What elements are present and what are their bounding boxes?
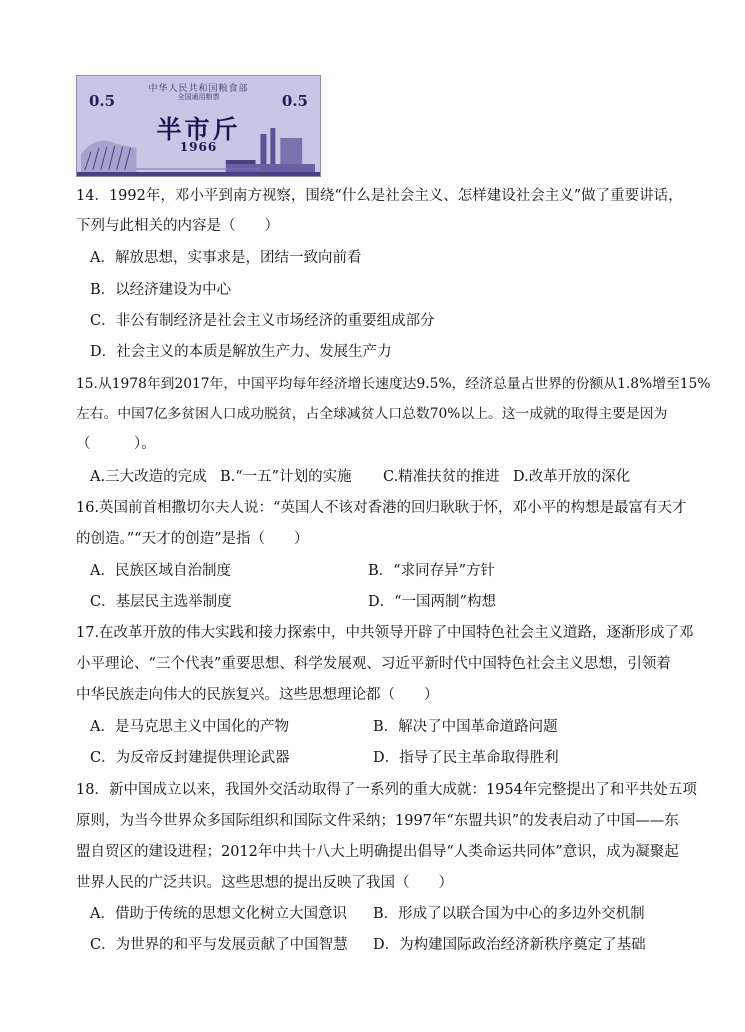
q18-option-b[interactable]: B．形成了以联合国为中心的多边外交机制 — [373, 906, 645, 922]
q15-option-d[interactable]: D.改革开放的深化 — [513, 469, 631, 485]
q17-stem-line2: 小平理论、“三个代表”重要思想、科学发展观、习近平新时代中国特色社会主义思想，引领着 — [76, 656, 671, 672]
q18-option-c[interactable]: C．为世界的和平与发展贡献了中国智慧 — [90, 937, 348, 953]
grain-ration-coupon-image — [76, 75, 321, 177]
q14-option-b[interactable]: B．以经济建设为中心 — [90, 282, 232, 298]
coupon-denomination: 半市斤 — [156, 115, 241, 144]
coupon-value-left: 0.5 — [89, 92, 116, 110]
q14-stem-line2: 下列与此相关的内容是（ ） — [76, 218, 279, 234]
q15-option-c[interactable]: C.精准扶贫的推进 — [383, 469, 500, 485]
q16-stem-line1: 16.英国前首相撒切尔夫人说：“英国人不该对香港的回归耿耿于怀，邓小平的构想是最富有天才 — [76, 500, 687, 516]
q16-option-b[interactable]: B．“求同存异”方针 — [368, 563, 495, 579]
q17-option-a[interactable]: A．是马克思主义中国化的产物 — [90, 719, 289, 735]
q18-stem-line1: 18．新中国成立以来，我国外交活动取得了一系列的重大成就：1954年完整提出了和平共处五项 — [76, 782, 697, 798]
q16-stem-line2: 的创造。”“天才的创造”是指（ ） — [76, 531, 309, 547]
q16-option-d[interactable]: D．“一国两制”构想 — [368, 594, 496, 610]
coupon-issuer: 中华人民共和国粮食部 — [148, 84, 249, 94]
q14-option-d[interactable]: D．社会主义的本质是解放生产力、发展生产力 — [90, 344, 392, 360]
q16-option-a[interactable]: A．民族区域自治制度 — [90, 563, 231, 579]
q17-option-d[interactable]: D．指导了民主革命取得胜利 — [373, 750, 559, 766]
coupon-value-right: 0.5 — [281, 92, 308, 110]
q14-stem-line1: 14．1992年，邓小平到南方视察，围绕“什么是社会主义、怎样建设社会主义”做了重要讲话， — [76, 188, 683, 204]
q17-stem-line3: 中华民族走向伟大的民族复兴。这些思想理论都（ ） — [76, 687, 439, 703]
coupon-scope: 全国通用粮票 — [177, 93, 220, 101]
q15-option-b[interactable]: B.“一五”计划的实施 — [220, 469, 352, 485]
q15-stem-line2: 左右。中国7亿多贫困人口成功脱贫，占全球减贫人口总数70%以上。这一成就的取得主要是因为 — [76, 406, 668, 422]
q15-option-a[interactable]: A.三大改造的完成 — [90, 469, 207, 485]
q14-option-c[interactable]: C．非公有制经济是社会主义市场经济的重要组成部分 — [90, 313, 435, 329]
q17-option-b[interactable]: B．解决了中国革命道路问题 — [373, 719, 558, 735]
q15-stem-line1: 15.从1978年到2017年，中国平均每年经济增长速度达9.5%，经济总量占世界的份额从1.8%增至15% — [76, 376, 711, 392]
q18-stem-line3: 盟自贸区的建设进程；2012年中共十八大上明确提出倡导“人类命运共同体”意识，成为凝聚起 — [76, 844, 679, 860]
q18-option-a[interactable]: A．借助于传统的思想文化树立大国意识 — [90, 906, 347, 922]
q16-option-c[interactable]: C．基层民主选举制度 — [90, 594, 232, 610]
coupon-year: 1966 — [179, 140, 218, 154]
q18-stem-line4: 世界人民的广泛共识。这些思想的提出反映了我国（ ） — [76, 875, 453, 891]
q18-option-d[interactable]: D．为构建国际政治经济新秩序奠定了基础 — [373, 937, 646, 953]
q14-option-a[interactable]: A．解放思想，实事求是，团结一致向前看 — [90, 250, 362, 266]
q17-option-c[interactable]: C．为反帝反封建提供理论武器 — [90, 750, 290, 766]
q18-stem-line2: 原则，为当今世界众多国际组织和国际文件采纳；1997年“东盟共识”的发表启动了中国——东 — [76, 813, 679, 829]
q15-stem-line3: （ ）。 — [76, 436, 156, 452]
q17-stem-line1: 17.在改革开放的伟大实践和接力探索中，中共领导开辟了中国特色社会主义道路，逐渐形成了邓 — [76, 625, 694, 641]
